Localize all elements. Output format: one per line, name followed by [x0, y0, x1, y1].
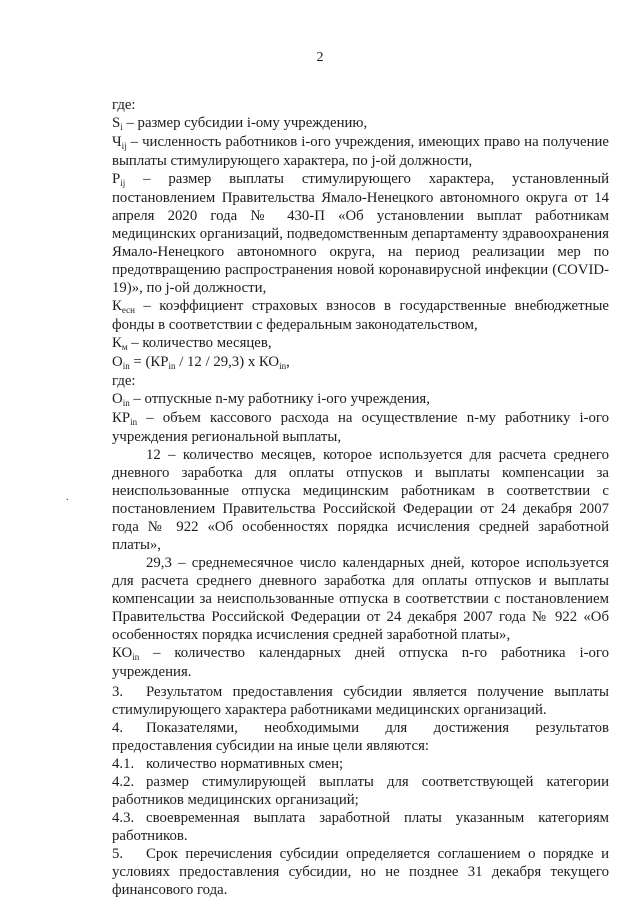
formula-oin: $O_{in} = (КР_{in} / 12 / 29,3)$ х $КО_{in}$, [112, 354, 290, 371]
item-4-text: Показателями, необходимыми для достижения результатов предоставления субсидии на иные цели являются: [112, 720, 609, 754]
definition-twentynine: 29,3 – среднемесячное число календарных дней, которое используется для расчета среднего дневного заработка для оплаты отпусков и выплаты компенсации за неиспользованные отпуска в соответствии с постановлением Правительства Российской Федерации от 24 декабря 2007 года № 922 «Об особенностях порядка исчисления средней заработной платы», [112, 555, 609, 643]
where-label: где: [112, 97, 136, 113]
item-5-text: Срок перечисления субсидии определяется соглашением о порядке и условиях предоставления субсидии, но не позднее 31 декабря текущего финансового года. [112, 846, 609, 898]
document-body [112, 96, 609, 899]
item-5-number: 5. [112, 846, 124, 862]
item-4-1 [112, 755, 609, 773]
definition-kesn: $К_{есн}$ – коэффициент страховых взносов в государственные внебюджетные фонды в соответствии с федеральным законодательством, [112, 298, 609, 333]
where-label-2: где: [112, 373, 136, 389]
item-4-1-text: количество нормативных смен; [146, 756, 344, 772]
item-4-2-text: размер стимулирующей выплаты для соответствующей категории работников медицинских организаций; [112, 774, 609, 808]
definition-kpin: $КР_{in}$ – объем кассового расхода на осуществление n-му работнику i-ого учреждения региональной выплаты, [112, 410, 609, 445]
item-3-text: Результатом предоставления субсидии является получение выплаты стимулирующего характера работниками медицинских организаций. [112, 684, 609, 718]
margin-dot: . [66, 492, 69, 503]
item-3 [112, 683, 609, 719]
definition-km: $К_м$ – количество месяцев, [112, 335, 272, 352]
item-4-3 [112, 809, 609, 845]
definition-oin: $О_{in}$ – отпускные n-му работнику i-ого учреждения, [112, 391, 430, 408]
definition-koin: $КО_{in}$ – количество календарных дней отпуска n-го работника i-ого учреждения. [112, 645, 609, 680]
item-4-2 [112, 773, 609, 809]
item-4-number: 4. [112, 720, 124, 736]
item-4-1-number: 4.1. [112, 756, 135, 772]
item-4-2-number: 4.2. [112, 774, 135, 790]
item-4 [112, 719, 609, 755]
item-5 [112, 845, 609, 899]
definition-p: $P_{ij}$ – размер выплаты стимулирующего характера, установленный постановлением Правительства Ямало-Ненецкого автономного округа от 14 апреля 2020 года № 430-П «Об установлении выплат работникам медицинских организаций, подведомственным департаменту здравоохранения Ямало-Ненецкого автономного округа, на период реализации мер по предотвращению распространения новой коронавирусной инфекции (COVID-19)», по j-ой должности, [112, 171, 609, 296]
page-number: 2 [316, 50, 324, 65]
definition-ch: $Ч_{ij}$ – численность работников i-ого учреждения, имеющих право на получение выплаты стимулирующего характера, по j-ой должности, [112, 134, 609, 169]
item-4-3-number: 4.3. [112, 810, 135, 826]
item-3-number: 3. [112, 684, 124, 700]
definition-twelve: 12 – количество месяцев, которое используется для расчета среднего дневного заработка для оплаты отпусков и выплаты компенсации за неиспользованные отпуска медицинским работникам в соответствии с постановлением Правительства Российской Федерации от 24 декабря 2007 года № 922 «Об особенностях порядка исчисления средней заработной платы», [112, 447, 609, 553]
definition-s: $S_i$ – размер субсидии i-ому учреждению, [112, 115, 368, 132]
item-4-3-text: своевременная выплата заработной платы указанным категориям работников. [112, 810, 609, 844]
